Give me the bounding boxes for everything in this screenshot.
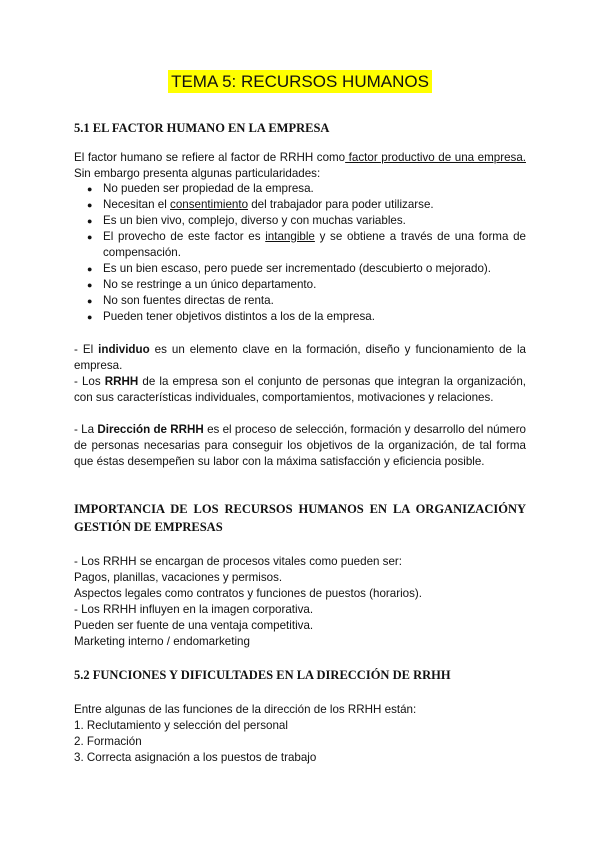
list-item-text: Pueden tener objetivos distintos a los de la empresa.: [103, 310, 375, 323]
text-line: 2. Formación: [74, 735, 142, 748]
page-title: TEMA 5: RECURSOS HUMANOS: [168, 70, 432, 93]
list-item-text: No pueden ser propiedad de la empresa.: [103, 182, 314, 195]
text-line: Aspectos legales como contratos y funciones de puestos (horarios).: [74, 587, 422, 600]
importancia-lines: [74, 554, 526, 650]
paragraph-text: - El: [74, 343, 99, 356]
list-item-text: y se obtiene a través de una forma de compensación.: [103, 230, 526, 259]
paragraph-rrhh: [74, 374, 526, 406]
paragraph-direccion-rrhh: [74, 422, 526, 470]
section-heading-importancia: IMPORTANCIA DE LOS RECURSOS HUMANOS EN LA ORGANIZACIÓNY GESTIÓN DE EMPRESAS: [74, 502, 526, 534]
list-item-underlined: intangible: [265, 230, 315, 243]
list-item: [74, 197, 526, 213]
particularities-list: [74, 181, 526, 325]
paragraph-text: - La: [74, 423, 98, 436]
paragraph-text: es el proceso de selección, formación y desarrollo del número de personas necesarias para conseguir los objetivos de la organización, de tal forma que éstas desempeñen su labor con la máxima satisfacción y eficiencia posible.: [74, 423, 527, 468]
section-heading-factor-humano: 5.1 EL FACTOR HUMANO EN LA EMPRESA: [74, 121, 330, 135]
section-heading-funciones: 5.2 FUNCIONES Y DIFICULTADES EN LA DIRECCIÓN DE RRHH: [74, 668, 451, 682]
list-item: [74, 261, 526, 277]
text-line: - Los RRHH influyen en la imagen corporativa.: [74, 603, 314, 616]
list-item-text: Necesitan el: [103, 198, 171, 211]
list-item: [74, 181, 526, 197]
text-line: Entre algunas de las funciones de la dirección de los RRHH están:: [74, 703, 417, 716]
paragraph-individuo: [74, 342, 526, 374]
intro-paragraph: [74, 150, 526, 182]
text-line: 3. Correcta asignación a los puestos de trabajo: [74, 751, 317, 764]
paragraph-bold: individuo: [98, 343, 150, 356]
list-item: [74, 309, 526, 325]
text-line: Pueden ser fuente de una ventaja competitiva.: [74, 619, 314, 632]
list-item-text: Es un bien escaso, pero puede ser incrementado (descubierto o mejorado).: [103, 262, 491, 275]
intro-text: El factor humano se refiere al factor de RRHH como: [74, 151, 346, 164]
list-item: [74, 277, 526, 293]
text-line: 1. Reclutamiento y selección del personal: [74, 719, 288, 732]
intro-text-end: Sin embargo presenta algunas particularidades:: [74, 167, 321, 180]
text-line: Pagos, planillas, vacaciones y permisos.: [74, 571, 283, 584]
text-line: Marketing interno / endomarketing: [74, 635, 250, 648]
paragraph-text: de la empresa son el conjunto de personas que integran la organización, con sus características individuales, comportamientos, motivaciones y relaciones.: [74, 375, 527, 404]
list-item-text: El provecho de este factor es: [103, 230, 266, 243]
list-item-text: Es un bien vivo, complejo, diverso y con muchas variables.: [103, 214, 406, 227]
title-wrap: [0, 70, 600, 93]
list-item: [74, 293, 526, 309]
funciones-lines: [74, 702, 526, 766]
intro-underlined: factor productivo de una empresa.: [345, 151, 526, 164]
paragraph-text: - Los: [74, 375, 105, 388]
paragraph-bold: RRHH: [104, 375, 139, 388]
text-line: - Los RRHH se encargan de procesos vitales como pueden ser:: [74, 555, 403, 568]
paragraph-bold: Dirección de RRHH: [97, 423, 204, 436]
list-item-text: No son fuentes directas de renta.: [103, 294, 274, 307]
list-item: [74, 229, 526, 261]
list-item-text: del trabajador para poder utilizarse.: [248, 198, 434, 211]
list-item-underlined: consentimiento: [170, 198, 249, 211]
paragraph-text: es un elemento clave en la formación, diseño y funcionamiento de la empresa.: [74, 343, 526, 372]
list-item: [74, 213, 526, 229]
list-item-text: No se restringe a un único departamento.: [103, 278, 317, 291]
